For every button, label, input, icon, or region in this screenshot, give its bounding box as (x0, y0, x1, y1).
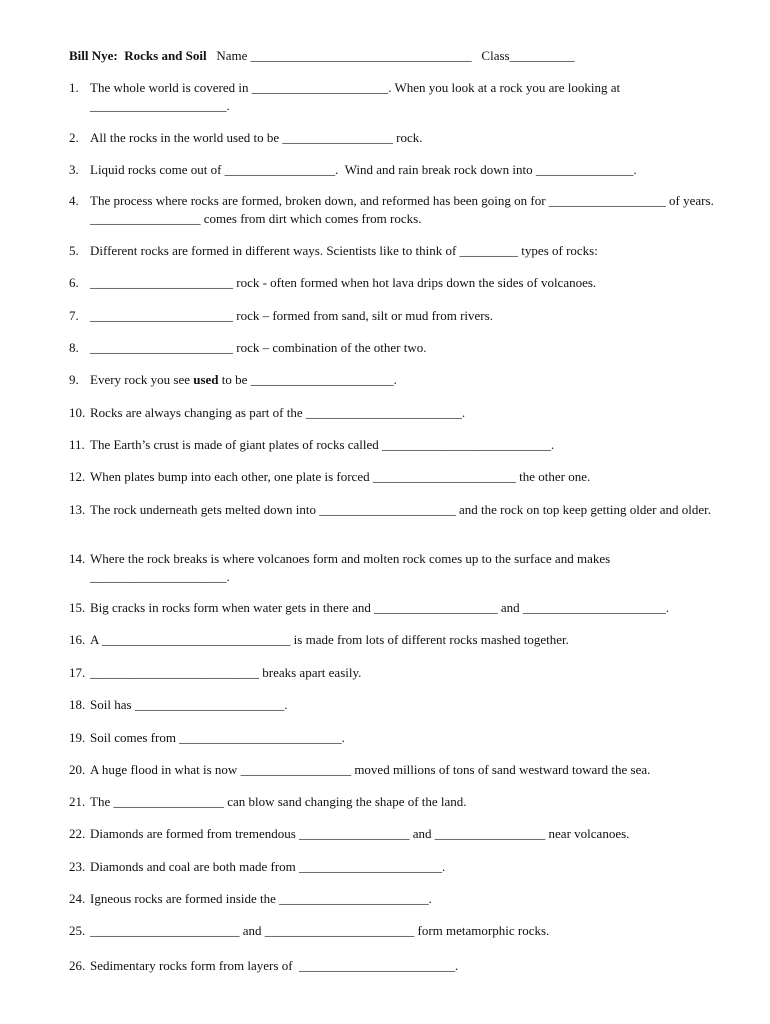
question-number: 19. (69, 730, 86, 745)
question-text[interactable]: All the rocks in the world used to be _________________ rock. (90, 130, 423, 145)
question-22 (69, 825, 729, 843)
question-9 (69, 371, 729, 389)
question-number: 23. (69, 859, 86, 874)
question-number: 6. (69, 275, 79, 290)
question-number: 14. (69, 551, 86, 566)
question-26 (69, 957, 729, 975)
question-number: 11. (69, 437, 85, 452)
question-text[interactable]: Sedimentary rocks form from layers of ________________________. (90, 958, 459, 973)
question-text[interactable]: Diamonds and coal are both made from ______________________. (90, 859, 446, 874)
question-number: 3. (69, 162, 79, 177)
question-25 (69, 922, 729, 940)
question-23 (69, 858, 729, 876)
question-text[interactable]: The Earth’s crust is made of giant plates of rocks called __________________________. (90, 437, 555, 452)
question-text[interactable]: Liquid rocks come out of _________________. Wind and rain break rock down into _______________. (90, 162, 637, 177)
question-text[interactable]: ______________________ rock – combination of the other two. (90, 340, 427, 355)
question-text[interactable]: The whole world is covered in _____________________. When you look at a rock you are looking at _____________________. (90, 80, 624, 113)
question-1 (69, 79, 729, 114)
question-text[interactable]: The rock underneath gets melted down into _____________________ and the rock on top keep getting older and older. (90, 502, 711, 517)
question-text[interactable]: A huge flood in what is now _________________ moved millions of tons of sand westward toward the sea. (90, 762, 651, 777)
question-text-part: to be ______________________. (218, 372, 397, 387)
question-number: 12. (69, 469, 86, 484)
question-number: 21. (69, 794, 86, 809)
question-text[interactable]: Different rocks are formed in different ways. Scientists like to think of _________ types of rocks: (90, 243, 598, 258)
question-19 (69, 729, 729, 747)
question-7 (69, 307, 729, 325)
question-16 (69, 631, 729, 649)
question-text[interactable]: A _____________________________ is made from lots of different rocks mashed together. (90, 632, 569, 647)
question-number: 1. (69, 80, 79, 95)
question-text[interactable]: Big cracks in rocks form when water gets in there and ___________________ and ______________________. (90, 600, 670, 615)
question-12 (69, 468, 729, 486)
question-number: 20. (69, 762, 86, 777)
worksheet-header (69, 48, 729, 64)
question-20 (69, 761, 729, 779)
name-field[interactable]: Name __________________________________ (216, 48, 472, 63)
worksheet-title: Bill Nye: Rocks and Soil (69, 48, 207, 63)
question-number: 25. (69, 923, 86, 938)
question-text[interactable]: Diamonds are formed from tremendous _________________ and _________________ near volcanoes. (90, 826, 630, 841)
emphasis-word: used (193, 372, 219, 387)
question-text[interactable] (90, 371, 729, 389)
question-text[interactable]: ______________________ rock – formed from sand, silt or mud from rivers. (90, 308, 493, 323)
question-11 (69, 436, 729, 454)
question-number: 9. (69, 372, 79, 387)
question-number: 7. (69, 308, 79, 323)
question-17 (69, 664, 729, 682)
question-text[interactable]: Where the rock breaks is where volcanoes form and molten rock comes up to the surface and makes _____________________. (90, 551, 614, 584)
question-6 (69, 274, 729, 292)
question-number: 16. (69, 632, 86, 647)
question-text[interactable]: ______________________ rock - often formed when hot lava drips down the sides of volcanoes. (90, 275, 597, 290)
question-10 (69, 404, 729, 422)
question-text[interactable]: Soil comes from _________________________. (90, 730, 345, 745)
question-number: 18. (69, 697, 86, 712)
question-number: 13. (69, 502, 86, 517)
question-3 (69, 161, 729, 179)
question-5 (69, 242, 729, 260)
question-text[interactable]: __________________________ breaks apart easily. (90, 665, 362, 680)
question-21 (69, 793, 729, 811)
question-number: 10. (69, 405, 86, 420)
question-number: 2. (69, 130, 79, 145)
question-number: 17. (69, 665, 86, 680)
question-number: 22. (69, 826, 86, 841)
question-number: 8. (69, 340, 79, 355)
question-13 (69, 501, 729, 519)
question-text[interactable]: The process where rocks are formed, broken down, and reformed has been going on for __________________ of years. _________________ comes from dirt which comes from rocks. (90, 193, 718, 226)
question-text[interactable]: When plates bump into each other, one plate is forced ______________________ the other one. (90, 469, 591, 484)
question-text[interactable]: Igneous rocks are formed inside the _______________________. (90, 891, 432, 906)
question-15 (69, 599, 729, 617)
question-number: 4. (69, 193, 79, 208)
class-field[interactable]: Class__________ (481, 48, 575, 63)
question-number: 15. (69, 600, 86, 615)
question-number: 5. (69, 243, 79, 258)
question-14 (69, 550, 729, 585)
question-number: 26. (69, 958, 86, 973)
question-text[interactable]: The _________________ can blow sand changing the shape of the land. (90, 794, 467, 809)
question-18 (69, 696, 729, 714)
question-24 (69, 890, 729, 908)
question-number: 24. (69, 891, 86, 906)
question-4 (69, 192, 729, 227)
question-text[interactable]: Rocks are always changing as part of the ________________________. (90, 405, 466, 420)
question-text-part: Every rock you see (90, 372, 194, 387)
question-8 (69, 339, 729, 357)
question-text[interactable]: _______________________ and _______________________ form metamorphic rocks. (90, 923, 550, 938)
question-2 (69, 129, 729, 147)
question-text[interactable]: Soil has _______________________. (90, 697, 288, 712)
